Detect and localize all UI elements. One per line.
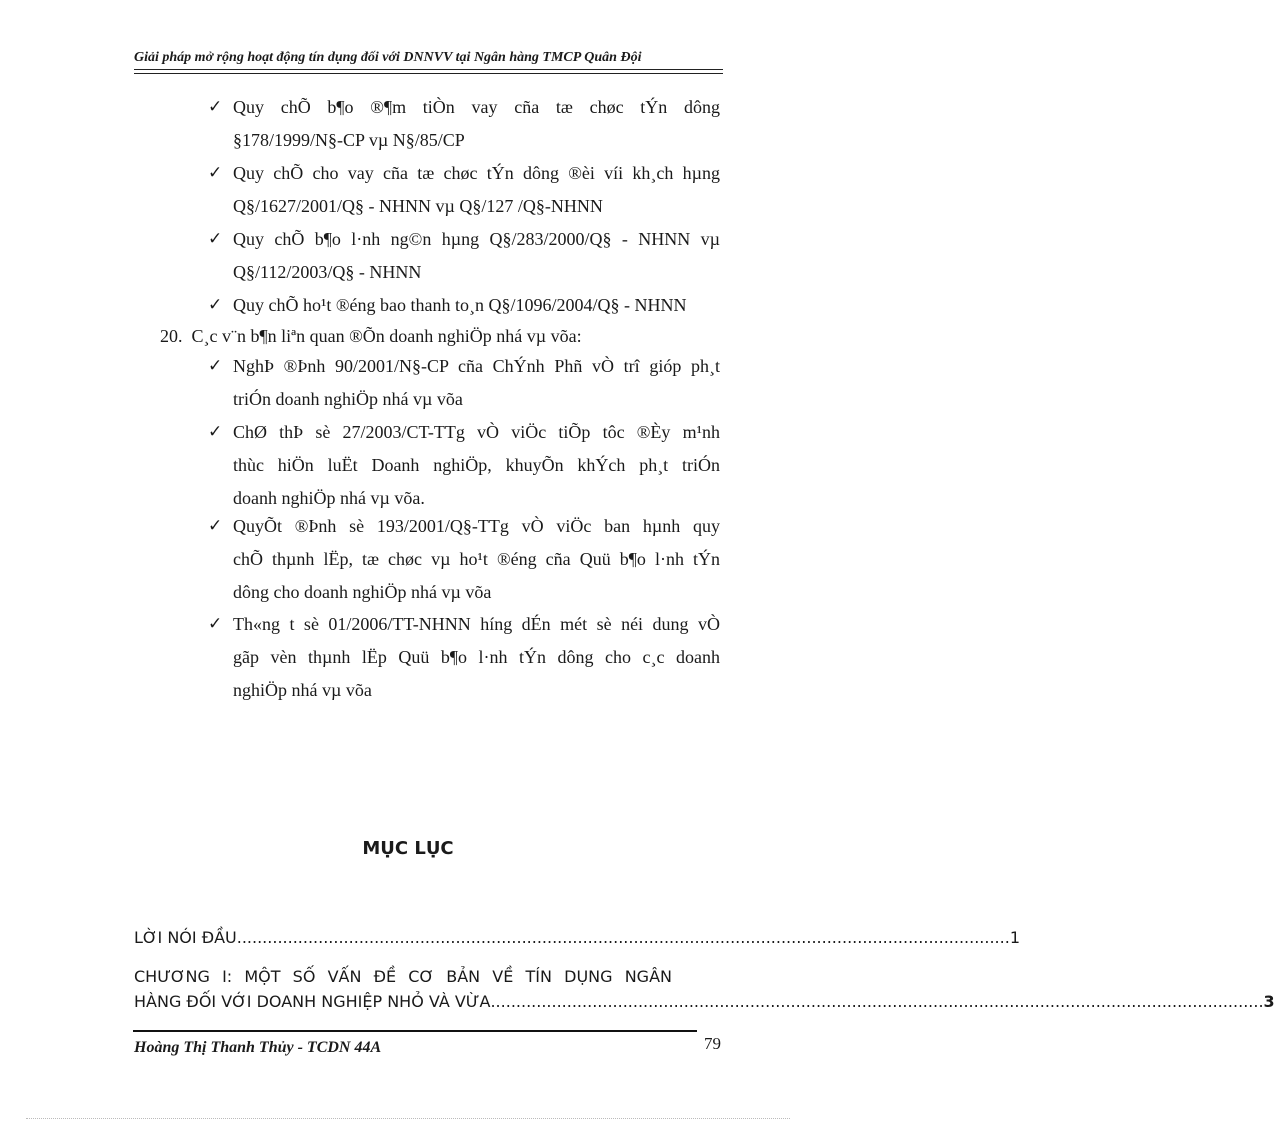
toc-entry[interactable] — [134, 964, 1275, 1014]
list-item-line: chÕ thµnh lËp, tæ chøc vµ ho¹t ®éng cña Quü b¶o l·nh tÝn — [233, 549, 720, 569]
list-item-line: Quy chÕ b¶o ®¶m tiÒn vay cña tæ chøc tÝn dông — [233, 97, 720, 117]
list-item — [208, 289, 720, 322]
list-item-line: QuyÕt ®Þnh sè 193/2001/Q§-TTg vÒ viÖc ban hµnh quy — [233, 516, 720, 536]
list-item-line: doanh nghiÖp nhá vµ võa. — [233, 488, 425, 508]
list-item — [208, 223, 720, 289]
list-item-line: gãp vèn thµnh lËp Quü b¶o l·nh tÝn dông cho c¸c doanh — [233, 647, 720, 667]
toc-leader-dots: ........................................................................................................................................................ — [490, 992, 1264, 1011]
toc-entry-page: 1 — [1009, 928, 1020, 947]
running-header-title: Giải pháp mở rộng hoạt động tín dụng đối với DNNVV tại Ngân hàng TMCP Quân Đội — [134, 50, 642, 65]
checkmark-icon: ✓ — [208, 516, 223, 536]
section-text: C¸c v¨n b¶n liªn quan ®Õn doanh nghiÖp nhá vµ võa: — [191, 326, 582, 346]
page-number: 79 — [704, 1034, 721, 1053]
toc-title: MỤC LỤC — [362, 838, 454, 859]
list-item-line: triÓn doanh nghiÖp nhá vµ võa — [233, 389, 463, 409]
checkmark-icon: ✓ — [208, 295, 223, 315]
running-header — [134, 50, 723, 70]
toc-entry-label: HÀNG ĐỐI VỚI DOANH NGHIỆP NHỎ VÀ VỪA — [134, 992, 491, 1011]
list-item — [208, 510, 720, 609]
list-item-line: NghÞ ®Þnh 90/2001/N§-CP cña ChÝnh Phñ vÒ trî gióp ph¸t — [233, 356, 720, 376]
list-item-line: §178/1999/N§-CP vµ N§/85/CP — [233, 130, 465, 150]
list-item — [208, 157, 720, 223]
list-item-line: Quy chÕ b¶o l·nh ng©n hµng Q§/283/2000/Q§ - NHNN vµ — [233, 229, 720, 249]
toc-entry-page: 3 — [1263, 992, 1275, 1011]
checkmark-icon: ✓ — [208, 356, 223, 376]
list-item-line: Quy chÕ ho¹t ®éng bao thanh to¸n Q§/1096/2004/Q§ - NHNN — [233, 295, 687, 315]
header-rule — [134, 73, 723, 74]
list-item — [208, 608, 720, 707]
list-item-line: Q§/1627/2001/Q§ - NHNN vµ Q§/127 /Q§-NHNN — [233, 196, 603, 216]
list-item-line: thùc hiÖn luËt Doanh nghiÖp, khuyÕn khÝch ph¸t triÓn — [233, 455, 720, 475]
list-item — [208, 350, 720, 416]
page-bottom-border — [26, 1118, 790, 1119]
toc-entry[interactable] — [134, 928, 1020, 947]
toc-entry-label: LỜI NÓI ĐẦU — [134, 928, 237, 947]
list-item-line: Q§/112/2003/Q§ - NHNN — [233, 262, 422, 282]
list-item-line: Th«ng t sè 01/2006/TT-NHNN híng dÉn mét sè néi dung vÒ — [233, 614, 720, 634]
checkmark-icon: ✓ — [208, 163, 223, 183]
footer-author: Hoàng Thị Thanh Thủy - TCDN 44A — [134, 1039, 382, 1056]
list-item-line: Quy chÕ cho vay cña tæ chøc tÝn dông ®èi víi kh¸ch hµng — [233, 163, 720, 183]
section-number: 20. — [160, 326, 183, 346]
toc-entry-label: CHƯƠNG I: MỘT SỐ VẤN ĐỀ CƠ BẢN VỀ TÍN DỤNG NGÂN — [134, 967, 672, 986]
list-item-line: ChØ thÞ sè 27/2003/CT-TTg vÒ viÖc tiÕp tôc ®Èy m¹nh — [233, 422, 720, 442]
checkmark-icon: ✓ — [208, 97, 223, 117]
list-item — [208, 91, 720, 157]
checkmark-icon: ✓ — [208, 422, 223, 442]
section-heading-20 — [160, 320, 720, 353]
list-item-line: dông cho doanh nghiÖp nhá vµ võa — [233, 582, 492, 602]
footer-rule — [133, 1030, 697, 1032]
list-item — [208, 416, 720, 515]
checkmark-icon: ✓ — [208, 614, 223, 634]
toc-leader-dots: ........................................................................................................................................................ — [236, 928, 1010, 947]
list-item-line: nghiÖp nhá vµ võa — [233, 680, 372, 700]
checkmark-icon: ✓ — [208, 229, 223, 249]
